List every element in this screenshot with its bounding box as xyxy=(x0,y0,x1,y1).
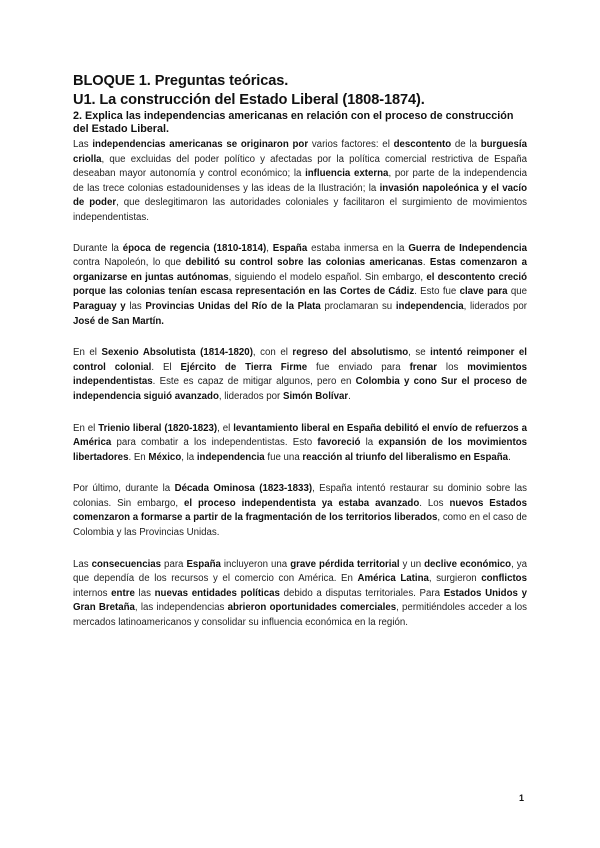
bold-text: movimientos independentistas xyxy=(73,361,527,388)
bold-text: descontento xyxy=(393,139,452,150)
text-run: , xyxy=(266,242,273,254)
text-run: . El xyxy=(151,361,181,373)
bold-text: independencia xyxy=(196,451,265,463)
text-run: . Este es capaz de mitigar algunos, pero en xyxy=(152,376,356,388)
paragraph-4 xyxy=(73,422,527,466)
paragraph-1 xyxy=(73,138,527,226)
bold-text: Simón Bolívar xyxy=(282,390,349,402)
bold-text: invasión napoleónica y el vacío de poder xyxy=(73,182,528,209)
text-run: para combatir a los independentistas. Esto xyxy=(111,437,318,449)
text-run: En el xyxy=(73,422,99,434)
text-run: , siguiendo el modelo español. Sin embargo, xyxy=(228,271,427,283)
paragraph-2 xyxy=(73,242,527,330)
bold-text: favoreció xyxy=(317,437,361,449)
bold-text: Trienio liberal (1820-1823) xyxy=(98,422,218,434)
text-run: En el xyxy=(73,347,102,359)
text-run: la xyxy=(360,437,379,449)
bold-text: nuevas entidades políticas xyxy=(154,587,280,599)
bold-text: entre xyxy=(111,587,135,599)
text-run: , la xyxy=(181,451,197,463)
bold-text: época de regencia (1810-1814) xyxy=(122,242,267,254)
text-run: , liderados por xyxy=(463,300,527,312)
bold-text: América Latina xyxy=(357,573,429,585)
text-run: las xyxy=(134,587,155,599)
bold-text: influencia externa xyxy=(305,168,389,180)
bold-text: Estas comenzaron a organizarse en juntas autónomas xyxy=(73,257,527,283)
bold-text: el descontento creció porque las colonias tenían escasa representación en las Cortes de Cádiz xyxy=(73,271,527,298)
text-run: los xyxy=(437,361,468,373)
bold-text: Década Ominosa (1823-1833) xyxy=(174,483,313,495)
page-number: 1 xyxy=(519,793,525,803)
text-run: Durante la xyxy=(73,242,123,254)
bold-text: nuevos Estados comenzaron a formarse a partir de la fragmentación de los territorios liberados xyxy=(73,497,527,524)
text-run: . Los xyxy=(419,497,450,509)
bold-text: Provincias Unidas del Río de la Plata xyxy=(145,300,321,312)
text-run: Las xyxy=(73,558,92,570)
paragraph-5 xyxy=(73,482,527,540)
text-run: , que excluidas del poder político y afectadas por la política comercial restrictiva de España deseaban mayor autonomía y control económico; la xyxy=(73,153,527,180)
text-run: para xyxy=(161,558,187,570)
bold-text: intentó reimponer el control colonial xyxy=(73,347,527,373)
bold-text: declive económico xyxy=(424,558,512,570)
bold-text: independencia xyxy=(395,300,464,312)
bold-text: reacción al triunfo del liberalismo en España xyxy=(302,451,509,463)
bold-text: conflictos xyxy=(481,573,527,585)
bold-text: Ejército de Tierra Firme xyxy=(180,361,308,373)
text-run: , por parte de la independencia de las trece colonias estadounidenses y las ideas de la Ilustración; la xyxy=(73,168,528,194)
body-text xyxy=(73,138,527,631)
bold-text: expansión de los movimientos libertadores xyxy=(73,437,527,463)
text-run: las xyxy=(125,300,146,312)
text-run: fue una xyxy=(264,451,303,463)
bold-text: consecuencias xyxy=(91,558,162,570)
text-run: varios factores: el xyxy=(308,139,394,150)
text-run: incluyeron una xyxy=(220,558,291,570)
bold-text: levantamiento liberal en España debilitó el envío de refuerzos a América xyxy=(73,422,527,449)
text-run: . xyxy=(422,257,430,269)
text-run: estaba inmersa en la xyxy=(307,242,409,254)
bold-text: grave pérdida territorial xyxy=(290,558,400,570)
text-run: contra Napoleón, lo que xyxy=(73,257,186,269)
text-run: Por último, durante la xyxy=(73,483,175,495)
text-run: internos xyxy=(73,587,112,599)
text-run: debido a disputas territoriales. Para xyxy=(279,587,444,599)
bold-text: abrieron oportunidades comerciales xyxy=(227,602,397,614)
question-heading: 2. Explica las independencias americanas en relación con el proceso de construcción del Estado Liberal. xyxy=(73,110,514,135)
text-run: proclamaran su xyxy=(320,300,396,312)
paragraph-6 xyxy=(73,558,527,631)
text-run: . Esto fue xyxy=(414,286,460,298)
text-run: , permitiéndoles acceder a los mercados latinoamericanos y consolidar su influencia económica en la región. xyxy=(73,602,527,629)
bold-text: el proceso independentista ya estaba avanzado xyxy=(183,497,420,509)
text-run: , se xyxy=(408,347,431,359)
text-run: . xyxy=(348,390,351,402)
text-run: , liderados por xyxy=(218,390,283,402)
text-run: y un xyxy=(399,558,425,570)
unit-heading: U1. La construcción del Estado Liberal (1808-1874). xyxy=(73,92,425,108)
bold-text: Estados Unidos y Gran Bretaña xyxy=(73,587,527,614)
text-run: , ya que dependía de los recursos y el comercio con América. En xyxy=(73,558,527,585)
bold-text: debilitó su control sobre las colonias americanas xyxy=(185,257,423,269)
text-run: , el xyxy=(217,422,234,434)
bold-text: Guerra de Independencia xyxy=(408,242,527,254)
bold-text: burguesía criolla xyxy=(73,139,527,165)
bold-text: México xyxy=(148,451,182,463)
text-run: de la xyxy=(451,139,481,150)
bold-text: regreso del absolutismo xyxy=(292,347,409,359)
text-run: Las xyxy=(73,139,93,150)
bold-text: frenar xyxy=(409,361,438,373)
paragraph-3 xyxy=(73,346,527,404)
text-run: , España intentó restaurar su dominio sobre las colonias. Sin embargo, xyxy=(73,483,527,509)
text-run: , surgieron xyxy=(428,573,482,585)
bold-text: independencias americanas se originaron por xyxy=(92,139,309,150)
text-run: . xyxy=(508,451,511,463)
text-run: fue enviado para xyxy=(307,361,410,373)
bold-text: Colombia y cono Sur el proceso de independencia siguió avanzado xyxy=(73,376,527,402)
text-run: , con el xyxy=(252,347,293,359)
bold-text: Sexenio Absolutista (1814-1820) xyxy=(101,347,253,359)
block-heading: BLOQUE 1. Preguntas teóricas. xyxy=(73,73,289,89)
text-run: , que deslegitimaron las autoridades coloniales y facilitaron el surgimiento de movimientos independentistas. xyxy=(73,197,527,223)
text-run: . En xyxy=(128,451,149,463)
text-run: , las independencias xyxy=(134,602,228,614)
bold-text: Paraguay y xyxy=(73,300,126,312)
document-page xyxy=(73,72,527,648)
text-run: que xyxy=(507,286,527,298)
bold-text: España xyxy=(272,242,308,254)
text-run: , como en el caso de Colombia y las Provincias Unidas. xyxy=(73,512,527,539)
bold-text: España xyxy=(186,558,221,570)
bold-text: José de San Martín. xyxy=(73,315,164,327)
bold-text: clave para xyxy=(459,286,508,298)
